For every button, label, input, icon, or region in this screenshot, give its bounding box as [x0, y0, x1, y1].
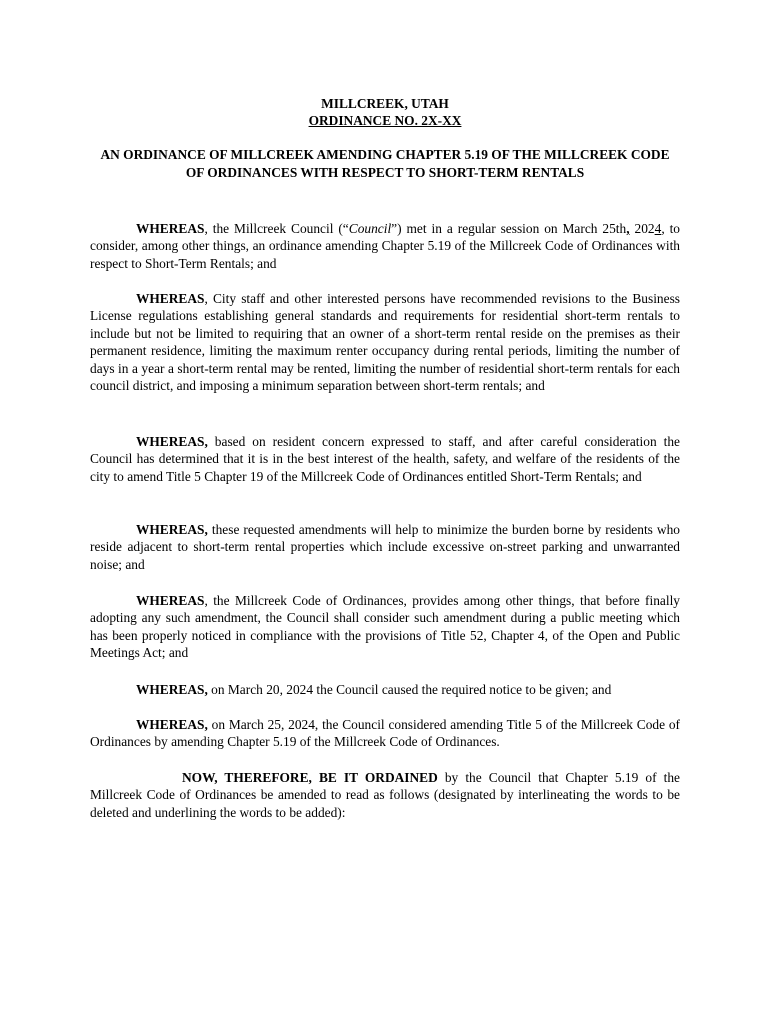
whereas-paragraph-7: WHEREAS, on March 25, 2024, the Council considered amending Title 5 of the Millcreek Code of Ordinances by amending Chapter 5.19 of the Millcreek Code of Ordinances.: [90, 717, 680, 750]
ordinance-number: ORDINANCE NO. 2X-XX: [308, 113, 462, 128]
whereas-paragraph-2: WHEREAS, City staff and other interested persons have recommended revisions to the Business License regulations establishing general standards and requirements for residential short-term rentals to include but not be limited to requiring that an owner of a short-term rental reside on the premises as their permanent residence, limiting the maximum renter occupancy during rental periods, limiting the number of days in a year a short-term rental may be rented, limiting the number of residential short-term rentals for each council district, and imposing a minimum separation between short-term rentals; and: [90, 291, 680, 394]
whereas-paragraph-6: WHEREAS, on March 20, 2024 the Council caused the required notice to be given; and: [136, 682, 612, 697]
whereas-paragraph-3: WHEREAS, based on resident concern expressed to staff, and after careful consideration the Council has determined that it is in the best interest of the health, safety, and welfare of the residents of the city to amend Title 5 Chapter 19 of the Millcreek Code of Ordinances entitled Short-Term Rentals; and: [90, 434, 680, 484]
underlined-addition: 4: [654, 221, 662, 236]
whereas-paragraph-4: WHEREAS, these requested amendments will help to minimize the burden borne by residents who reside adjacent to short-term rental properties which include excessive on-street parking and unwarranted noise; and: [90, 522, 680, 572]
now-therefore-paragraph: NOW, THEREFORE, BE IT ORDAINED by the Council that Chapter 5.19 of the Millcreek Code of Ordinances be amended to read as follows (designated by interlineating the words to be deleted and underlining the words to be added):: [90, 770, 680, 820]
city-heading: MILLCREEK, UTAH: [321, 96, 449, 111]
whereas-paragraph-1: WHEREAS, the Millcreek Council (“Council”) met in a regular session on March 25th, 2024, to consider, among other things, an ordinance amending Chapter 5.19 of the Millcreek Code of Ordinances with respect to Short-Term Rentals; and: [90, 221, 681, 271]
paragraph-lead: WHEREAS: [136, 221, 205, 236]
whereas-paragraph-5: WHEREAS, the Millcreek Code of Ordinances, provides among other things, that before finally adopting any such amendment, the Council shall consider such amendment during a public meeting which has been properly noticed in compliance with the provisions of Title 52, Chapter 4, of the Open and Public Meetings Act; and: [90, 593, 680, 661]
council-italic: Council: [348, 221, 392, 236]
ordinance-title: AN ORDINANCE OF MILLCREEK AMENDING CHAPTER 5.19 OF THE MILLCREEK CODE OF ORDINANCES WITH RESPECT TO SHORT-TERM RENTALS: [100, 147, 670, 180]
